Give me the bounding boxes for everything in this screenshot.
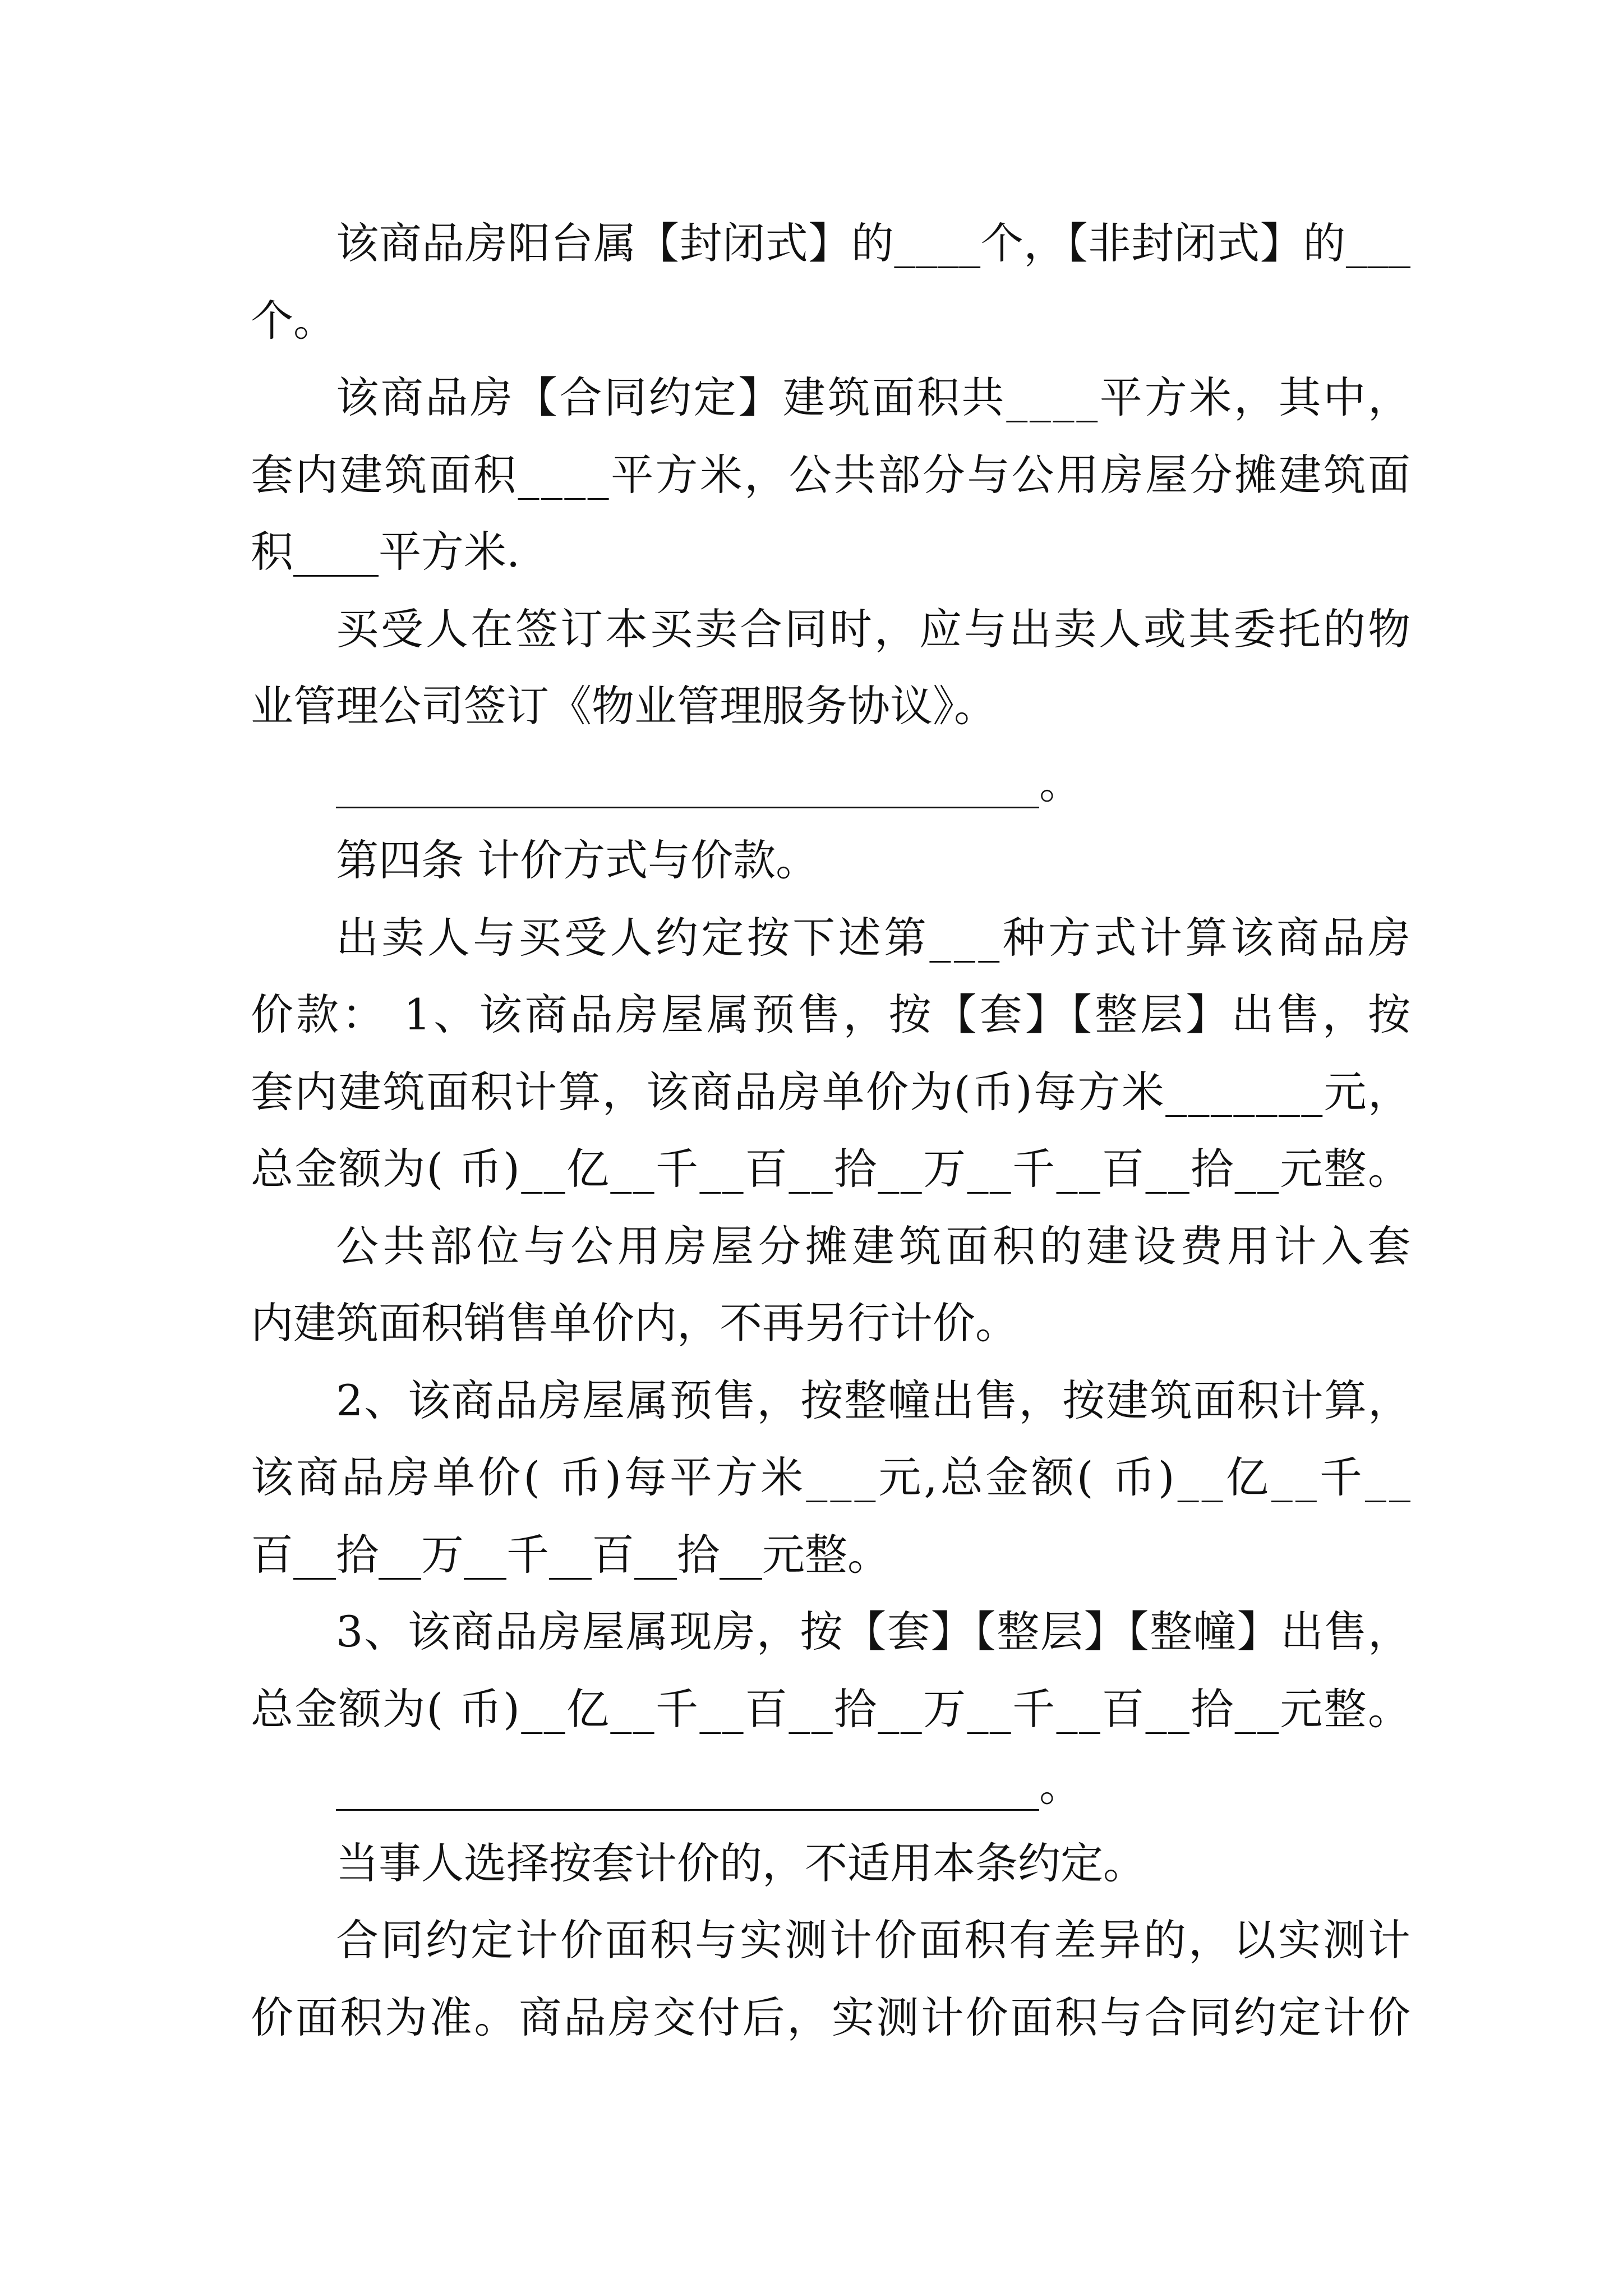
text-line-content: 3、该商品房屋属现房，按【套】【整层】【整幢】出售，: [336, 1607, 1412, 1657]
text-line-content: 个。: [251, 295, 336, 346]
paragraph: [251, 822, 1410, 899]
text-line: [251, 436, 1413, 514]
text-line: [251, 591, 1413, 668]
paragraph: [251, 1825, 1410, 1902]
text-line: [251, 1902, 1413, 1979]
text-line-content: 套内建筑面积计算，该商品房单价为(币)每方米_______元，: [251, 1066, 1412, 1117]
text-line-content: 积____平方米.: [251, 527, 520, 577]
text-line-content: _________________________________。: [336, 1761, 1082, 1811]
text-line-content: 买受人在签订本买卖合同时，应与出卖人或其委托的物: [336, 604, 1413, 654]
text-line: [251, 1747, 1410, 1825]
text-line: [251, 1130, 1410, 1208]
text-line: [251, 205, 1410, 282]
text-line: [251, 1516, 1410, 1594]
text-line: [251, 976, 1414, 1053]
text-line-content: 该商品房阳台属【封闭式】的____个，【非封闭式】的___: [336, 218, 1411, 268]
text-line: [251, 1439, 1414, 1516]
text-line-content: 2、该商品房屋属预售，按整幢出售，按建筑面积计算，: [336, 1375, 1412, 1425]
text-line-content: 该商品房【合同约定】建筑面积共____平方米，其中，: [336, 372, 1413, 422]
text-line-content: 百__拾__万__千__百__拾__元整。: [251, 1529, 890, 1580]
text-line: [251, 1979, 1413, 2056]
text-line: [251, 668, 1410, 745]
document-body: [251, 205, 1415, 2056]
text-line-content: 公共部位与公用房屋分摊建筑面积的建设费用计入套: [336, 1221, 1415, 1271]
text-line-content: 价面积为准。商品房交付后，实测计价面积与合同约定计价: [251, 1992, 1413, 2042]
text-line: [251, 1208, 1415, 1285]
paragraph: [251, 591, 1413, 745]
text-line-content: 该商品房单价( 币)每平方米___元,总金额( 币)__亿__千__: [251, 1452, 1414, 1502]
paragraph: [251, 1593, 1410, 1747]
text-line-content: 第四条 计价方式与价款。: [336, 835, 819, 885]
paragraph: [251, 359, 1413, 591]
text-line-content: 当事人选择按套计价的，不适用本条约定。: [336, 1838, 1146, 1888]
text-line-content: 内建筑面积销售单价内，不再另行计价。: [251, 1298, 1018, 1348]
text-line: [251, 513, 1410, 591]
text-line: [251, 1593, 1410, 1671]
text-line: [251, 1671, 1410, 1748]
text-line: [251, 1362, 1410, 1439]
paragraph: [251, 1747, 1410, 1825]
text-line-content: 合同约定计价面积与实测计价面积有差异的，以实测计: [336, 1915, 1413, 1965]
text-line-content: 总金额为( 币)__亿__千__百__拾__万__千__百__拾__元整。: [251, 1144, 1412, 1194]
text-line: [251, 899, 1414, 977]
paragraph: [251, 205, 1410, 359]
text-line-content: _________________________________。: [336, 758, 1082, 808]
text-line: [251, 1825, 1410, 1902]
text-line: [251, 745, 1410, 822]
text-line: [251, 282, 1410, 360]
text-line: [251, 822, 1410, 899]
text-line: [251, 359, 1413, 436]
text-line: [251, 1053, 1410, 1131]
paragraph: [251, 1362, 1414, 1594]
text-line: [251, 1285, 1410, 1362]
paragraph: [251, 899, 1414, 1208]
paragraph: [251, 745, 1410, 822]
text-line-content: 出卖人与买受人约定按下述第___种方式计算该商品房: [336, 912, 1414, 963]
text-line-content: 业管理公司签订《物业管理服务协议》。: [251, 681, 997, 731]
text-line-content: 套内建筑面积____平方米，公共部分与公用房屋分摊建筑面: [251, 449, 1413, 500]
paragraph: [251, 1902, 1413, 2056]
paragraph: [251, 1208, 1415, 1362]
text-line-content: 价款： 1、该商品房屋属预售，按【套】【整层】出售，按: [251, 990, 1414, 1039]
text-line-content: 总金额为( 币)__亿__千__百__拾__万__千__百__拾__元整。: [251, 1683, 1412, 1734]
